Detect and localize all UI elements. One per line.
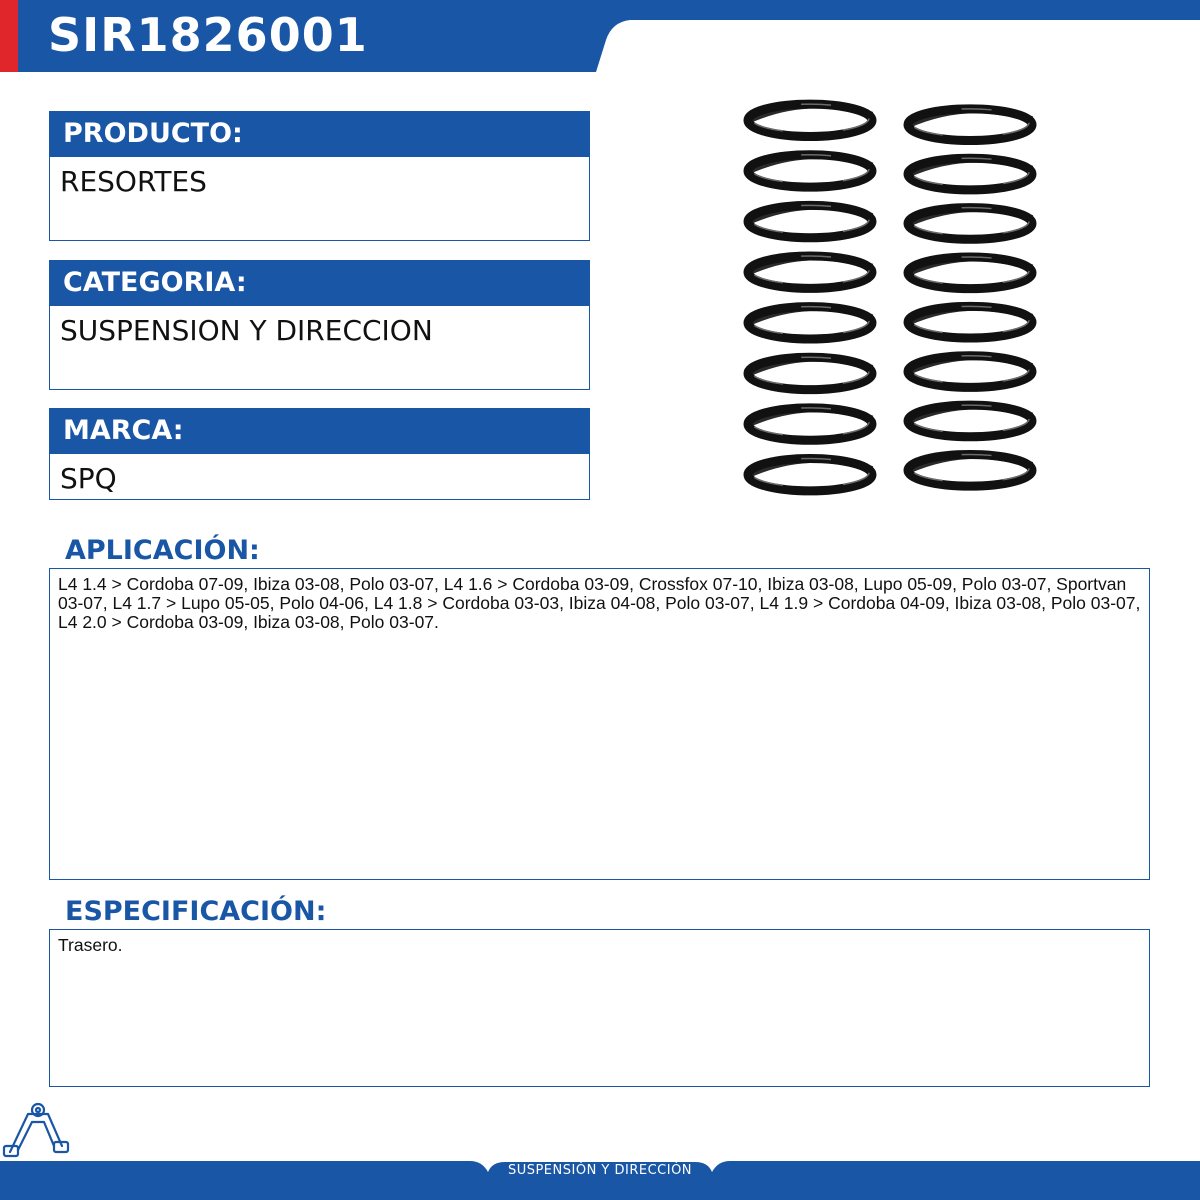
coil-springs-image bbox=[720, 85, 1060, 515]
marca-value: SPQ bbox=[49, 454, 590, 500]
coil-springs-icon bbox=[720, 85, 1060, 515]
producto-value: RESORTES bbox=[49, 157, 590, 241]
categoria-value: SUSPENSION Y DIRECCION bbox=[49, 306, 590, 390]
aplicacion-title: APLICACIÓN: bbox=[65, 535, 260, 566]
producto-field bbox=[49, 111, 590, 241]
part-number-title: SIR1826001 bbox=[48, 8, 368, 62]
spring-left bbox=[748, 104, 872, 491]
footer-background bbox=[0, 1100, 1200, 1200]
especificacion-title: ESPECIFICACIÓN: bbox=[65, 896, 327, 927]
header-bar bbox=[0, 0, 1200, 72]
marca-field bbox=[49, 408, 590, 500]
spring-right bbox=[908, 109, 1032, 486]
producto-label: PRODUCTO: bbox=[49, 111, 590, 157]
aplicacion-text: L4 1.4 > Cordoba 07-09, Ibiza 03-08, Polo 03-07, L4 1.6 > Cordoba 03-09, Crossfox 07-10, Ibiza 03-08, Lupo 05-09, Polo 03-07, Sportvan 03-07, L4 1.7 > Lupo 05-05, Polo 04-06, L4 1.8 > Cordoba 03-03, Ibiza 04-08, Polo 03-07, L4 1.9 > Cordoba 04-09, Ibiza 03-08, Polo 03-07, L4 2.0 > Cordoba 03-09, Ibiza 03-08, Polo 03-07. bbox=[49, 568, 1150, 880]
footer-bar bbox=[0, 1100, 1200, 1200]
control-arm-icon bbox=[0, 1100, 70, 1162]
footer-category-label: SUSPENSIÓN Y DIRECCIÓN bbox=[507, 1163, 693, 1178]
categoria-field bbox=[49, 260, 590, 390]
especificacion-text: Trasero. bbox=[49, 929, 1150, 1087]
marca-label: MARCA: bbox=[49, 408, 590, 454]
categoria-label: CATEGORIA: bbox=[49, 260, 590, 306]
